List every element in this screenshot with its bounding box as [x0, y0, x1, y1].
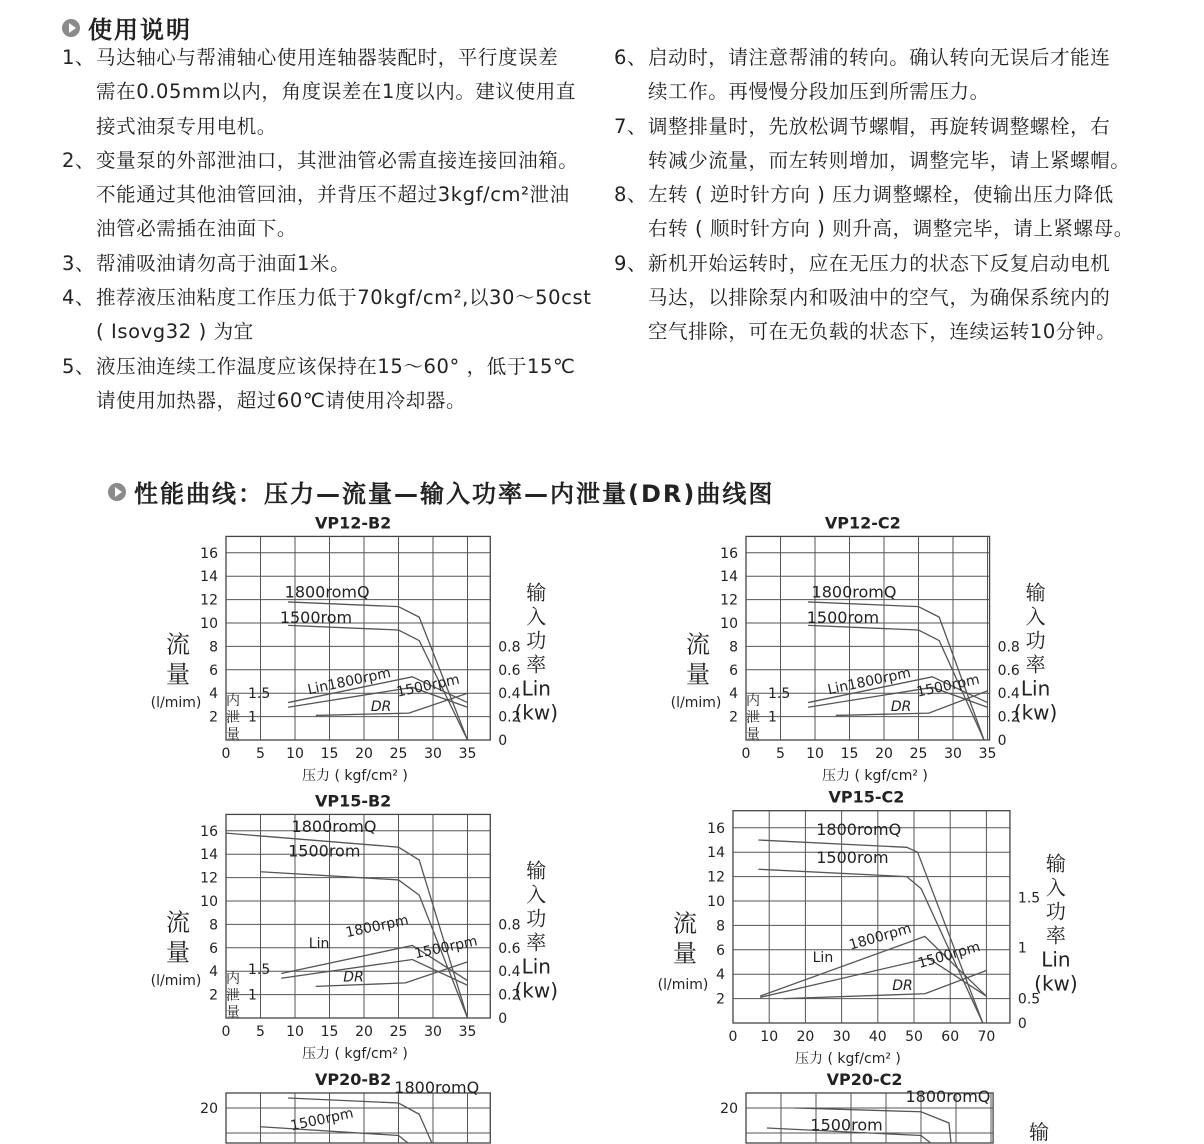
item-text-line: 马达，以排除泵内和吸油中的空气，为确保系统内的	[648, 286, 1111, 310]
curve-label: 1500rpm	[915, 671, 982, 701]
y2-tick-label: 0.8	[997, 639, 1020, 656]
y2-axis-label: 入	[526, 604, 547, 629]
y2-axis-label: 入	[526, 882, 547, 907]
y2-axis-unit: (kw)	[514, 700, 559, 725]
y-tick-label: 10	[720, 616, 738, 632]
item-number: 5、	[62, 354, 96, 378]
y-tick-label: 12	[720, 592, 738, 609]
y-tick-label: 4	[716, 967, 725, 984]
item-text-line: 右转 ( 顺时针方向 ) 则升高，调整完毕，请上紧螺母。	[648, 217, 1134, 241]
x-tick-label: 20	[355, 1024, 373, 1040]
item-number: 1、	[62, 46, 96, 69]
x-tick-label: 35	[458, 746, 477, 762]
curve-label: 1800rpm	[847, 920, 914, 954]
y-tick-label: 4	[209, 964, 218, 981]
curve-label: 1500rpm	[413, 933, 479, 963]
x-tick-label: 20	[796, 1029, 815, 1045]
y2-axis-label: 功	[1025, 628, 1046, 653]
y2-tick-label: 0.8	[498, 639, 521, 656]
chart-vp12-c2	[671, 513, 1058, 784]
y2-tick-label: 0.6	[498, 940, 521, 957]
y2-tick-label: 0.4	[498, 686, 521, 703]
x-tick-label: 40	[868, 1029, 887, 1045]
y-tick-label: 10	[200, 894, 218, 910]
leak-axis-label: 量	[746, 726, 760, 743]
y-tick-label: 8	[209, 917, 218, 934]
x-tick-label: 70	[977, 1029, 996, 1045]
y-tick-label: 14	[200, 847, 218, 864]
x-tick-label: 5	[776, 746, 785, 762]
x-axis-label: 压力 ( kgf/cm² )	[795, 1051, 901, 1067]
chart-vp20-c2	[720, 1070, 1049, 1144]
item-number: 6、	[614, 46, 648, 69]
x-tick-label: 15	[320, 1024, 339, 1040]
leak-axis-label: 泄	[746, 709, 760, 726]
y2-axis-sublabel: Lin	[521, 954, 551, 979]
instructions-title: 使用说明	[88, 16, 192, 44]
item-text-line: 转减少流量，而左转则增加，调整完毕，请上紧螺帽。	[648, 148, 1131, 172]
y2-axis-label: 率	[1025, 652, 1046, 677]
y-tick-label: 2	[716, 991, 725, 1008]
curve-label: 1800romQ	[284, 582, 370, 602]
series-line	[316, 693, 468, 715]
leak-axis-label: 量	[226, 726, 240, 743]
y-tick-label: 8	[209, 639, 218, 656]
y-tick-label: 12	[707, 869, 725, 886]
curve-label: 1500rom	[279, 608, 353, 627]
chart-title: VP12-B2	[314, 513, 392, 533]
item-text-line: 启动时，请注意帮浦的转向。确认转向无误后才能连	[648, 46, 1111, 69]
curve-label: 1500rpm	[395, 671, 462, 701]
curve-label: 1800romQ	[291, 816, 377, 836]
y2-tick-label: 0	[498, 733, 508, 749]
y2-axis-unit: (kw)	[1013, 700, 1058, 725]
y-tick-label: 2	[729, 709, 738, 726]
x-tick-label: 50	[905, 1029, 923, 1045]
plot-frame	[226, 536, 490, 740]
x-tick-label: 10	[286, 1024, 304, 1040]
y2-axis-label: 功	[1045, 899, 1066, 924]
y-axis-label: 流	[686, 630, 710, 659]
leak-tick-label: 1.5	[248, 686, 271, 703]
x-tick-label: 5	[256, 1024, 265, 1040]
chart-vp15-c2	[658, 788, 1078, 1067]
y-tick-label: 14	[720, 569, 738, 586]
y2-tick-label: 0.6	[997, 662, 1020, 679]
item-number: 4、	[62, 286, 96, 310]
x-tick-label: 0	[221, 746, 231, 762]
item-text-line: 帮浦吸油请勿高于油面1米。	[96, 251, 351, 275]
curve-label: DR	[343, 969, 364, 986]
x-tick-label: 30	[944, 746, 962, 762]
item-text-line: 空气排除，可在无负载的状态下，连续运转10分钟。	[648, 320, 1117, 344]
item-number: 7、	[614, 114, 648, 138]
item-text-line: 油管必需插在油面下。	[96, 217, 298, 241]
y-tick-label: 2	[209, 987, 218, 1004]
x-tick-label: 0	[741, 746, 751, 762]
leak-axis-label: 量	[226, 1004, 240, 1021]
x-tick-label: 15	[840, 746, 859, 762]
x-tick-label: 15	[320, 746, 339, 762]
y2-axis-label: 入	[1045, 875, 1066, 900]
curves-title: 性能曲线：压力—流量—输入功率—内泄量(DR)曲线图	[134, 480, 775, 508]
curve-label: 1500rom	[816, 848, 889, 868]
curve-label: 1500rom	[810, 1115, 883, 1135]
y2-axis-label: 输	[1029, 1120, 1050, 1144]
x-tick-label: 20	[875, 746, 893, 762]
y2-axis-sublabel: Lin	[1020, 676, 1051, 701]
y-tick-label: 16	[200, 823, 218, 840]
item-number: 2、	[62, 148, 96, 172]
y-tick-label: 20	[720, 1101, 738, 1117]
y2-tick-label: 0.2	[997, 709, 1020, 726]
curve-label: Lin	[812, 950, 834, 966]
x-tick-label: 0	[728, 1029, 738, 1045]
y-tick-label: 4	[729, 686, 738, 703]
y-tick-label: 6	[209, 940, 218, 957]
curve-label: Lin	[308, 935, 330, 952]
item-text-line: 续工作。再慢慢分段加压到所需压力。	[648, 80, 990, 104]
curve-label: 1500rom	[288, 841, 361, 861]
x-tick-label: 30	[424, 746, 442, 762]
curve-label: Lin1800rpm	[826, 665, 913, 699]
item-text-line: 接式油泵专用电机。	[96, 114, 277, 138]
curve-label: 1800romQ	[905, 1086, 991, 1106]
x-tick-label: 10	[760, 1029, 779, 1045]
y2-tick-label: 1.5	[1017, 890, 1041, 907]
y-tick-label: 10	[200, 616, 218, 632]
item-text-line: ( Isovg32 ) 为宜	[96, 320, 254, 344]
leak-axis-label: 内	[226, 692, 240, 709]
series-line	[836, 691, 988, 716]
chart-title: VP12-C2	[824, 513, 901, 533]
y-tick-label: 20	[200, 1101, 218, 1117]
x-tick-label: 10	[286, 746, 304, 762]
y2-axis-unit: (kw)	[514, 978, 559, 1003]
curve-label: 1800romQ	[811, 582, 897, 602]
y2-axis-label: 率	[1045, 923, 1066, 948]
y2-axis-label: 输	[526, 580, 547, 605]
y2-axis-label: 功	[526, 628, 547, 653]
leak-axis-label: 泄	[226, 709, 240, 726]
y2-tick-label: 0	[498, 1011, 508, 1027]
y-tick-label: 14	[200, 569, 218, 586]
y-tick-label: 16	[200, 545, 218, 562]
y-axis-unit: (l/mim)	[670, 695, 722, 712]
y-axis-unit: (l/mim)	[150, 695, 202, 712]
y2-tick-label: 1	[1017, 940, 1027, 957]
x-tick-label: 10	[806, 746, 824, 762]
y2-axis-label: 率	[526, 652, 547, 677]
y-tick-label: 4	[209, 686, 218, 703]
y2-axis-label: 输	[526, 858, 547, 883]
item-text-line: 马达轴心与帮浦轴心使用连轴器装配时，平行度误差	[96, 46, 559, 69]
y-axis-label: 流	[166, 630, 190, 659]
item-text-line: 左转 ( 逆时针方向 ) 压力调整螺栓，使输出压力降低	[648, 183, 1114, 207]
y2-tick-label: 0.4	[498, 964, 521, 981]
y2-tick-label: 0.2	[498, 709, 521, 726]
y-axis-unit: (l/mim)	[150, 973, 202, 990]
chart-vp15-b2	[151, 791, 558, 1062]
curve-label: Lin1800rpm	[306, 665, 393, 699]
x-tick-label: 60	[941, 1029, 960, 1045]
series-line	[760, 958, 986, 997]
y2-axis-unit: (kw)	[1034, 971, 1078, 996]
plot-frame	[226, 1093, 490, 1143]
y-tick-label: 16	[720, 545, 738, 562]
y2-tick-label: 0	[997, 733, 1007, 749]
y-axis-label: 量	[166, 938, 190, 967]
y-tick-label: 2	[209, 709, 218, 726]
x-tick-label: 35	[978, 746, 997, 762]
curve-label: 1500rom	[806, 608, 880, 627]
leak-axis-label: 泄	[226, 987, 240, 1004]
x-tick-label: 25	[909, 746, 928, 762]
y-tick-label: 10	[707, 894, 725, 910]
y2-axis-label: 功	[526, 906, 547, 931]
chart-title: VP15-B2	[314, 791, 392, 811]
y-tick-label: 12	[200, 592, 218, 609]
y-axis-label: 流	[673, 909, 697, 938]
y-tick-label: 6	[209, 662, 218, 679]
y-tick-label: 8	[729, 639, 738, 656]
chart-vp12-b2	[151, 513, 558, 784]
y2-axis-sublabel: Lin	[521, 676, 551, 701]
series-line	[261, 1127, 409, 1143]
y2-axis-label: 输	[1045, 851, 1066, 876]
y2-tick-label: 0	[1017, 1016, 1027, 1032]
item-number: 9、	[614, 251, 648, 275]
x-tick-label: 30	[832, 1029, 851, 1045]
curve-label: 1800rpm	[344, 912, 411, 942]
y-axis-unit: (l/mim)	[657, 976, 709, 993]
curve-label: DR	[892, 978, 913, 995]
x-axis-label: 压力 ( kgf/cm² )	[302, 1046, 408, 1062]
y2-axis-sublabel: Lin	[1041, 947, 1071, 972]
x-tick-label: 35	[458, 1024, 477, 1040]
curve-label: 1800romQ	[394, 1078, 480, 1097]
leak-axis-label: 内	[226, 970, 240, 987]
y2-tick-label: 0.2	[498, 987, 521, 1004]
item-text-line: 推荐液压油粘度工作压力低于70kgf/cm²,以30～50cst	[96, 286, 592, 310]
y-axis-label: 量	[673, 939, 697, 968]
leak-tick-label: 1	[248, 709, 257, 726]
y2-axis-label: 入	[1025, 604, 1046, 629]
y-tick-label: 8	[716, 918, 725, 935]
y2-axis-label: 率	[526, 930, 547, 955]
y2-tick-label: 0.6	[498, 662, 521, 679]
y-tick-label: 6	[716, 942, 725, 959]
x-tick-label: 5	[256, 746, 265, 762]
item-text-line: 不能通过其他油管回油，并背压不超过3kgf/cm²泄油	[96, 183, 570, 207]
x-axis-label: 压力 ( kgf/cm² )	[822, 768, 928, 784]
item-text-line: 调整排量时，先放松调节螺帽，再旋转调整螺栓，右	[648, 114, 1111, 138]
x-tick-label: 20	[355, 746, 373, 762]
y-axis-label: 流	[166, 908, 190, 937]
leak-tick-label: 1.5	[768, 686, 791, 703]
x-axis-label: 压力 ( kgf/cm² )	[302, 768, 408, 784]
y-tick-label: 12	[200, 870, 218, 887]
curve-label: DR	[890, 698, 912, 715]
leak-tick-label: 1	[248, 987, 257, 1004]
y2-axis-label: 输	[1025, 580, 1046, 605]
leak-axis-label: 内	[746, 692, 760, 709]
chart-title: VP20-C2	[826, 1070, 903, 1089]
curve-label: 1800romQ	[816, 820, 902, 840]
y-tick-label: 16	[707, 820, 725, 837]
item-text-line: 液压油连续工作温度应该保持在15～60° ，低于15℃	[96, 354, 576, 378]
leak-tick-label: 1.5	[248, 961, 271, 978]
y2-tick-label: 0.4	[997, 686, 1020, 703]
y-axis-label: 量	[686, 660, 710, 689]
y-axis-label: 量	[166, 660, 190, 689]
x-tick-label: 30	[424, 1024, 442, 1040]
chart-vp20-b2	[200, 1070, 490, 1143]
x-tick-label: 25	[389, 1024, 408, 1040]
leak-tick-label: 1	[768, 709, 777, 726]
x-tick-label: 25	[389, 746, 408, 762]
item-number: 8、	[614, 183, 648, 207]
y2-tick-label: 0.8	[498, 917, 521, 934]
curve-label: 1500rpm	[916, 938, 983, 972]
curve-label: DR	[370, 698, 392, 715]
y2-tick-label: 0.5	[1017, 991, 1041, 1008]
item-text-line: 变量泵的外部泄油口，其泄油管必需直接连接回油箱。	[96, 148, 579, 172]
item-number: 3、	[62, 251, 96, 275]
item-text-line: 请使用加热器，超过60℃请使用冷却器。	[96, 388, 467, 412]
y-tick-label: 14	[707, 845, 725, 862]
x-tick-label: 0	[221, 1024, 231, 1040]
curve-label: 1500rpm	[289, 1105, 355, 1135]
chart-title: VP15-C2	[828, 787, 905, 807]
y-tick-label: 6	[729, 662, 738, 679]
item-text-line: 新机开始运转时，应在无压力的状态下反复启动电机	[648, 251, 1111, 275]
chart-title: VP20-B2	[314, 1070, 392, 1089]
item-text-line: 需在0.05mm以内，角度误差在1度以内。建议使用直	[96, 80, 576, 104]
